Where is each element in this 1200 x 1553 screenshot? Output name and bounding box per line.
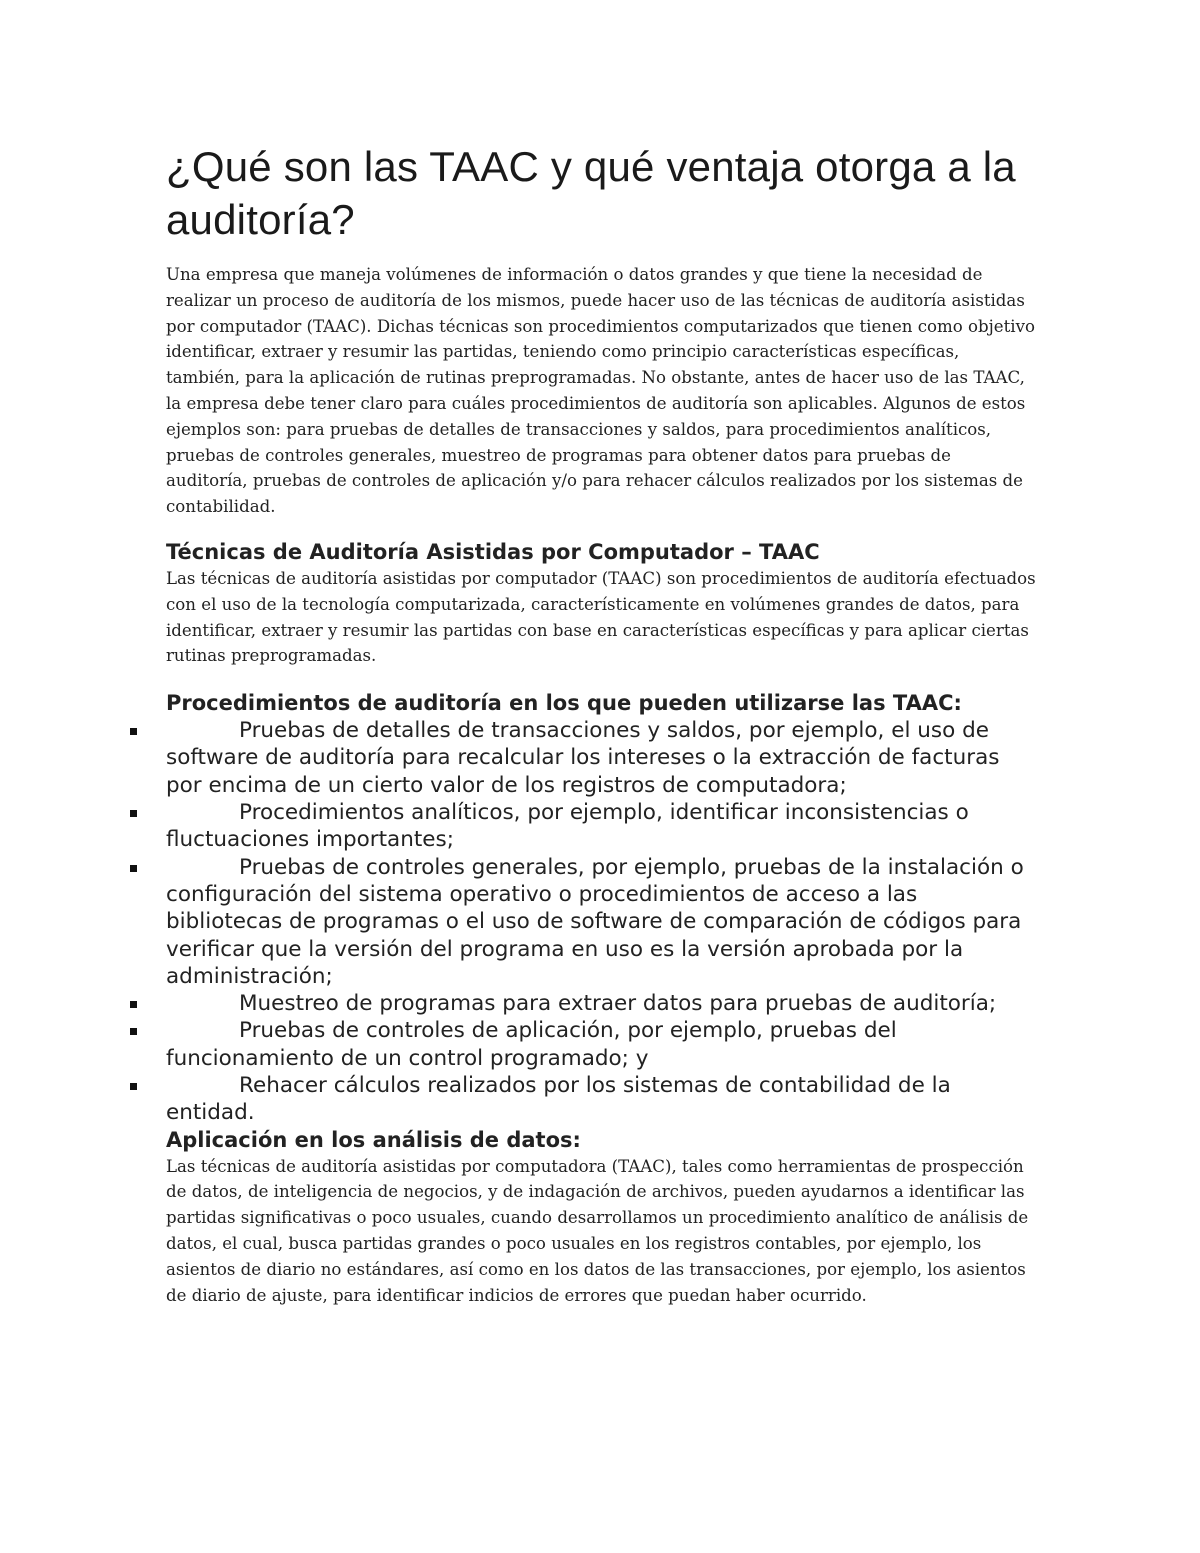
section-heading-taac: Técnicas de Auditoría Asistidas por Computador – TAAC <box>166 539 820 564</box>
list-item-text: Pruebas de detalles de transacciones y saldos, por ejemplo, el uso de software de auditoría para recalcular los intereses o la extracción de facturas por encima de un cierto valor de los registros de computadora; <box>166 718 1000 798</box>
list-item-text: Muestreo de programas para extraer datos para pruebas de auditoría; <box>239 991 997 1017</box>
list-item-text: Pruebas de controles generales, por ejemplo, pruebas de la instalación o configuración del sistema operativo o procedimientos de acceso a las bibliotecas de programas o el uso de software de comparación de códigos para verificar que la versión del programa en uso es la versión aprobada por la administración; <box>166 854 1024 989</box>
bullet-icon <box>130 1001 137 1008</box>
bullet-icon <box>130 865 137 872</box>
intro-paragraph: Una empresa que maneja volúmenes de información o datos grandes y que tiene la necesidad de realizar un proceso de auditoría de los mismos, puede hacer uso de las técnicas de auditoría asistidas por computador (TAAC). Dichas técnicas son procedimientos computarizados que tienen como objetivo identificar, extraer y resumir las partidas, teniendo como principio características específicas, también, para la aplicación de rutinas preprogramadas. No obstante, antes de hacer uso de las TAAC, la empresa debe tener claro para cuáles procedimientos de auditoría son aplicables. Algunos de estos ejemplos son: para pruebas de detalles de transacciones y saldos, para procedimientos analíticos, pruebas de controles generales, muestreo de programas para obtener datos para pruebas de auditoría, pruebas de controles de aplicación y/o para rehacer cálculos realizados por los sistemas de contabilidad. <box>166 265 1035 517</box>
list-item-text: Pruebas de controles de aplicación, por ejemplo, pruebas del funcionamiento de un control programado; y <box>166 1018 897 1071</box>
page-title: ¿Qué son las TAAC y qué ventaja otorga a la auditoría? <box>166 143 1016 243</box>
bullet-icon <box>130 810 137 817</box>
list-item <box>166 854 1036 990</box>
list-item <box>166 1072 1036 1127</box>
section-heading-procedures: Procedimientos de auditoría en los que pueden utilizarse las TAAC: <box>166 691 962 716</box>
bullet-icon <box>130 1083 137 1090</box>
data-analysis-paragraph: Las técnicas de auditoría asistidas por computadora (TAAC), tales como herramientas de prospección de datos, de inteligencia de negocios, y de indagación de archivos, pueden ayudarnos a identificar las partidas significativas o poco usuales, cuando desarrollamos un procedimiento analítico de análisis de datos, el cual, busca partidas grandes o poco usuales en los registros contables, por ejemplo, los asientos de diario no estándares, así como en los datos de las transacciones, por ejemplo, los asientos de diario de ajuste, para identificar indicios de errores que puedan haber ocurrido. <box>166 1156 1029 1305</box>
list-item-text: Procedimientos analíticos, por ejemplo, identificar inconsistencias o fluctuaciones importantes; <box>166 800 969 853</box>
bullet-icon <box>130 1028 137 1035</box>
taac-definition-paragraph: Las técnicas de auditoría asistidas por computador (TAAC) son procedimientos de auditoría efectuados con el uso de la tecnología computarizada, característicamente en volúmenes grandes de datos, para identificar, extraer y resumir las partidas con base en características específicas y para aplicar ciertas rutinas preprogramadas. <box>166 568 1036 666</box>
bullet-icon <box>130 728 137 735</box>
list-item <box>166 990 1036 1017</box>
list-item <box>166 1017 1036 1072</box>
list-item <box>166 717 1036 799</box>
list-item-text: Rehacer cálculos realizados por los sistemas de contabilidad de la entidad. <box>166 1073 951 1126</box>
section-heading-data-analysis: Aplicación en los análisis de datos: <box>166 1127 581 1152</box>
list-item <box>166 799 1036 854</box>
document-page <box>166 140 1036 1308</box>
procedures-list <box>166 717 1036 1126</box>
